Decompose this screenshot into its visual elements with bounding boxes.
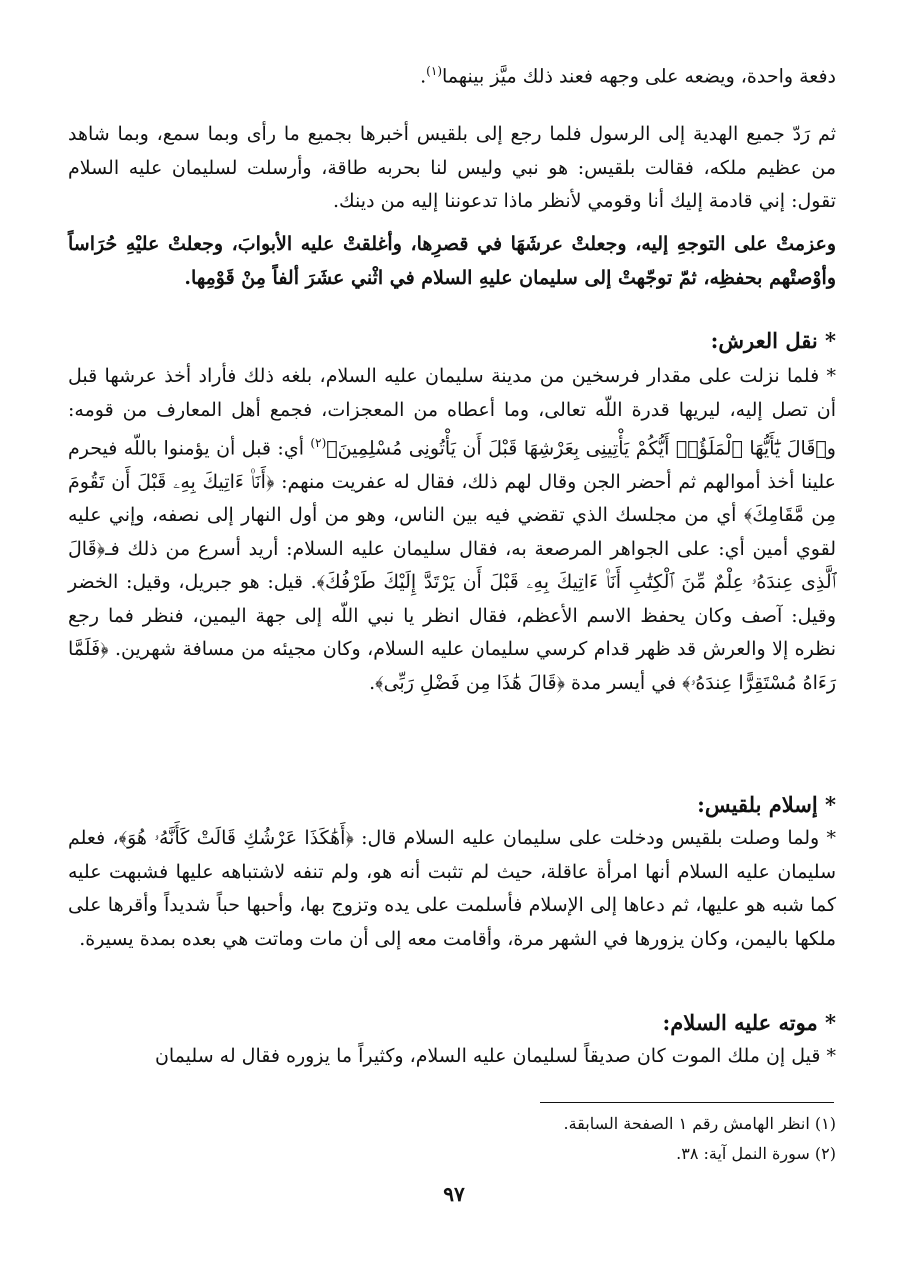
heading-throne: * نقل العرش: — [710, 328, 836, 353]
paragraph-gifts: ثم رَدّ جميع الهدية إلى الرسول فلما رجع إلى بلقيس أخبرها بجميع ما رأى وبما سمع، وبما شاهد من عظيم ملكه، فقالت بلقيس: هو نبي وليس لنا بحربه طاقة، وأرسلت لسليمان عليه السلام تقول: إني قادمة إليك أنا وقومي لأنظر ماذا تدعوننا إليه من دينك. — [68, 123, 836, 212]
paragraph-throne-text: * فلما نزلت على مقدار فرسخين من مدينة سليمان عليه السلام، بلغه ذلك فأراد أخذ عرشها قبل أن تصل إليه، ليريها قدرة اللّه تعالى، وما أعطاه من المعجزات، فجمع أهل المعارف من قومه: و﴿قَالَ يَٰٓأَيُّهَا ٱلْمَلَؤُا۟ أَيُّكُمْ يَأْتِينِى بِعَرْشِهَا قَبْلَ أَن يَأْتُونِى مُسْلِمِينَ﴾ — [68, 365, 836, 460]
paragraph-islam: * ولما وصلت بلقيس ودخلت على سليمان عليه السلام قال: ﴿أَهَٰكَذَا عَرْشُكِ قَالَتْ كَأَنَّهُۥ هُوَ﴾، فعلم سليمان عليه السلام أنها امرأة عاقلة، حيث لم تثبت أنه هو، ولم تنفه لاشتباهه عليها فشبهت عليه كما شبه هو عليها، ثم دعاها إلى الإسلام فأسلمت على يده وتزوج بها، وأحبها حباً شديداً وأقرها على ملكها باليمن، وكان يزورها في الشهر مرة، وأقامت معه إلى أن مات وماتت هي بعده بمدة يسيرة. — [68, 827, 836, 950]
paragraph-throne-cont: أي: قبل أن يؤمنوا باللّه فيحرم علينا أخذ أموالهم ثم أحضر الجن وقال لهم ذلك، فقال له عفريت منهم: ﴿أَنَا۠ ءَاتِيكَ بِهِۦ قَبْلَ أَن تَقُومَ مِن مَّقَامِكَ﴾ أي من مجلسك الذي تقضي فيه بين الناس، وهو من أول النهار إلى نصفه، وإني عليه لقوي أمين أي: على الجواهر المرصعة به، فقال سليمان عليه السلام: أريد أسرع من ذلك فـ﴿قَالَ ٱلَّذِى عِندَهُۥ عِلْمٌ مِّنَ ٱلْكِتَٰبِ أَنَا۠ ءَاتِيكَ بِهِۦ قَبْلَ أَن يَرْتَدَّ إِلَيْكَ طَرْفُكَ﴾. قيل: هو جبريل، وقيل: الخضر وقيل: آصف وكان يحفظ الاسم الأعظم، فقال انظر يا نبي اللّه إلى جهة اليمين، فنظر فما رجع نظره إلا والعرش قد ظهر قدام كرسي سليمان عليه السلام، وكان مجيئه من مسافة شهرين. ﴿فَلَمَّا رَءَاهُ مُسْتَقِرًّا عِندَهُۥ﴾ في أيسر مدة ﴿قَالَ هَٰذَا مِن فَضْلِ رَبِّى﴾. — [68, 437, 836, 694]
top-line — [68, 55, 836, 94]
footnote-marker: (١) — [426, 64, 442, 78]
footnote-2: (٢) سورة النمل آية: ٣٨. — [676, 1144, 836, 1163]
heading-death: * موته عليه السلام: — [662, 1010, 836, 1035]
top-line-end: . — [420, 65, 427, 88]
top-line-text: دفعة واحدة، ويضعه على وجهه فعند ذلك ميَّز بينهما — [442, 65, 836, 88]
paragraph-bold: وعزمتْ على التوجهِ إليه، وجعلتْ عرشَهَا في قصرِها، وأغلقتْ عليه الأبوابَ، وجعلتْ عليْهِ حُرَاساً وأوْصتْهم بحفظِه، ثمّ توجّهتْ إلى سليمان عليهِ السلام في اثْني عشَرَ ألفاً مِنْ قَوْمِها. — [68, 233, 836, 289]
footnote-marker: (٢) — [310, 436, 327, 450]
footnote-divider — [540, 1102, 834, 1103]
footnote-1: (١) انظر الهامش رقم ١ الصفحة السابقة. — [563, 1114, 836, 1133]
heading-islam: * إسلام بلقيس: — [697, 792, 836, 817]
paragraph-death: * قيل إن ملك الموت كان صديقاً لسليمان عليه السلام، وكثيراً ما يزوره فقال له سليمان — [154, 1045, 836, 1067]
page-number: ٩٧ — [443, 1182, 465, 1206]
paragraph-throne — [68, 360, 836, 700]
